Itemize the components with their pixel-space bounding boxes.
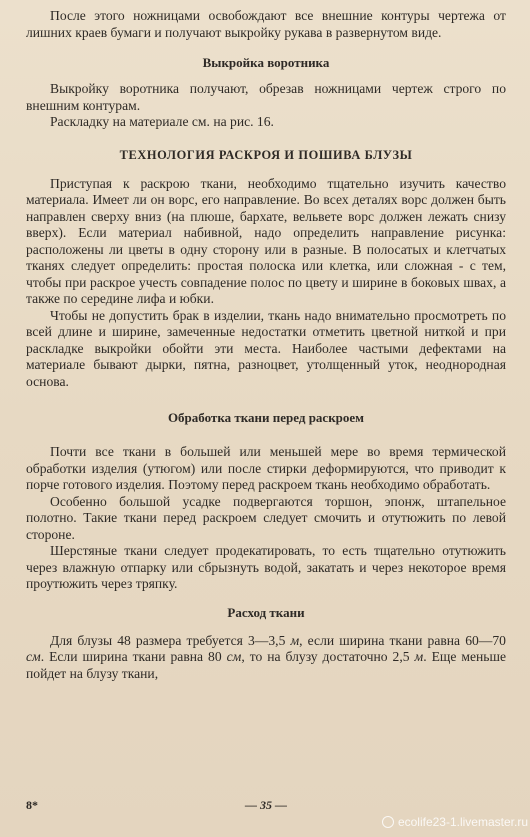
watermark [382, 815, 528, 829]
chapter-heading: ТЕХНОЛОГИЯ РАСКРОЯ И ПОШИВА БЛУЗЫ [119, 147, 413, 162]
paragraph: Особенно большой усадке подвергаются торшон, эпонж, штапельное полотно. Такие ткани перед раскроем следует смочить и отутюжить по левой стороне. [26, 493, 506, 542]
signature-mark: 8* [26, 798, 38, 812]
paragraph: Для блузы 48 размера требуется 3—3,5 м, если ширина ткани равна 60—70 см. Если ширина ткани равна 80 см, то на блузу достаточно 2,5 м. Еще меньше пойдет на блузу ткани, [26, 632, 506, 681]
section-heading-fabric-processing: Обработка ткани перед раскроем [167, 410, 365, 425]
watermark-text: ecolife23-1.livemaster.ru [397, 815, 528, 829]
paragraph: Раскладку на материале см. на рис. 16. [50, 114, 274, 129]
section-heading-fabric-usage: Расход ткани [227, 604, 305, 620]
paragraph: После этого ножницами освобождают все внешние контуры чертежа от лишних краев бумаги и получают выкройку рукава в развернутом виде. [26, 8, 506, 40]
watermark-logo-icon [382, 816, 394, 828]
section-heading-collar: Выкройка воротника [202, 55, 330, 70]
page-body [26, 8, 506, 682]
page-number: — 35 — [245, 798, 287, 812]
paragraph: Почти все ткани в большей или меньшей мере во время термической обработки изделия (утюгом) или после стирки деформируются, что приводит к порче готового изделия. Поэтому перед раскроем ткань необходимо обработать. [26, 444, 506, 492]
paragraph: Приступая к раскрою ткани, необходимо тщательно изучить качество материала. Имеет ли он ворс, его направление. Во всех деталях ворс должен быть направлен сверху вниз (на плюше, бархате, вельвете ворс должен лежать снизу вверх). Если материал набивной, надо определить направление рисунка: расположены ли цветы в одну сторону или в разные. В полосатых и клетчатых тканях следует определить: простая полоска или клетка, или сложная - с тем, чтобы при раскрое учесть совпадение полос по цвету и ширине в боковых швах, а также по середине лифа и юбки. [26, 175, 506, 306]
paragraph: Выкройку воротника получают, обрезав ножницами чертеж строго по внешним контурам. [26, 81, 506, 113]
paragraph: Шерстяные ткани следует продекатировать, то есть тщательно отутюжить через влажную отпарку или сбрызнуть водой, закатать и через некоторое время проутюжить через тряпку. [26, 543, 506, 591]
paragraph: Чтобы не допустить брак в изделии, ткань надо внимательно просмотреть по всей длине и ширине, замеченные недостатки отметить цветной ниткой и при раскладке выкройки обойти эти места. Наиболее частыми дефектами на материале бывают дырки, пятна, разноцвет, утолщенный уток, неоднородная основа. [26, 307, 506, 389]
